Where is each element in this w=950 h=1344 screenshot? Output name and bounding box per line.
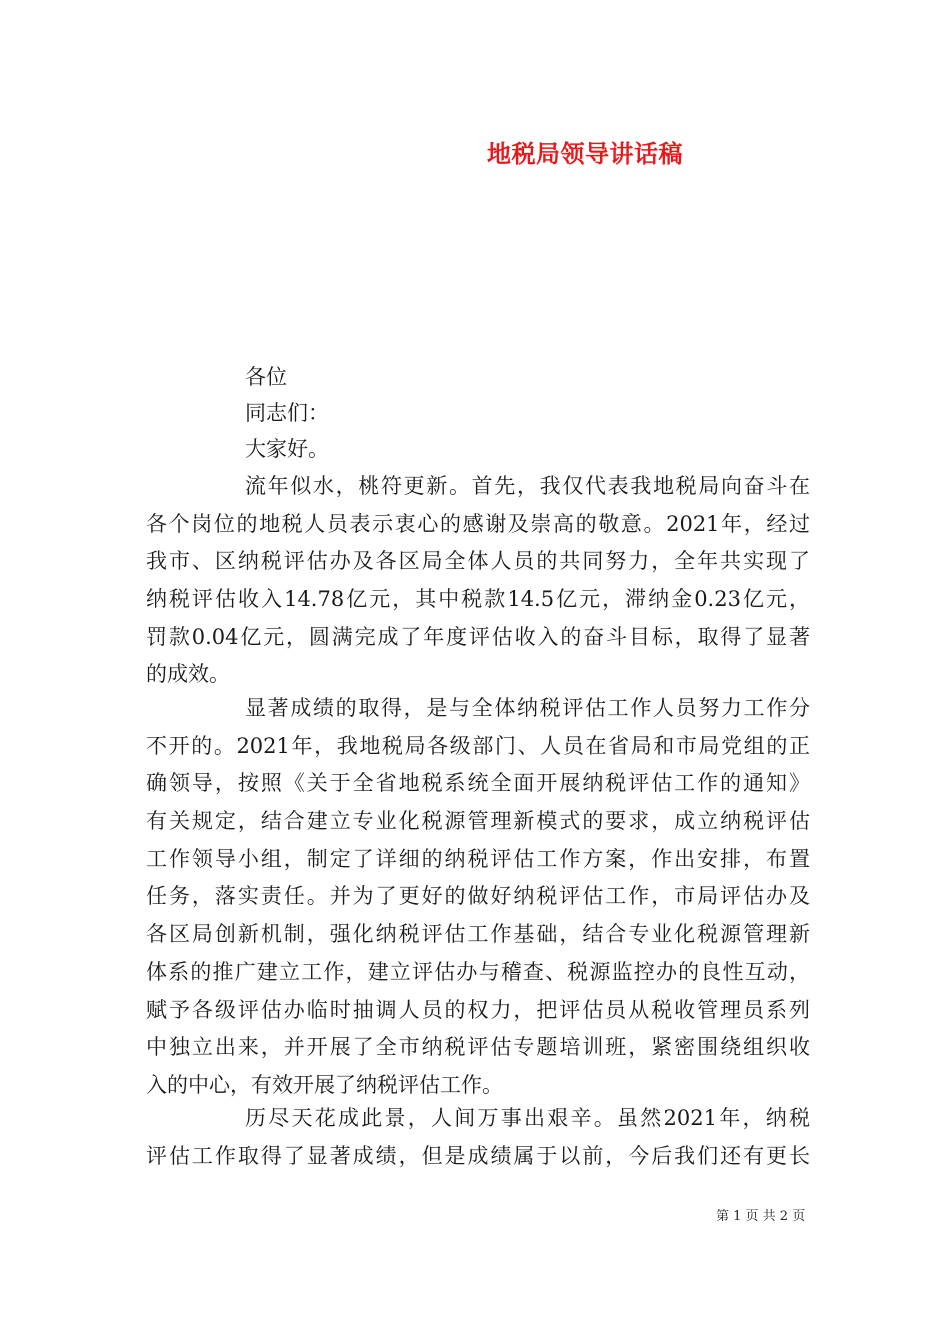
- paragraph-line: 不开的。2021年，我地税局各级部门、人员在省局和市局党组的正: [146, 733, 810, 758]
- paragraph-line: 我市、区纳税评估办及各区局全体人员的共同努力，全年共实现了: [146, 549, 810, 574]
- paragraph-line: 工作领导小组，制定了详细的纳税评估工作方案，作出安排，布置: [146, 846, 810, 871]
- paragraph-line: 的成效。: [146, 662, 230, 687]
- paragraph-3: [146, 1100, 810, 1175]
- page-number-footer: 第 1 页 共 2 页: [716, 1209, 806, 1224]
- greeting-line-3: 大家好。: [245, 437, 329, 461]
- paragraph-line: 罚款0.04亿元，圆满完成了年度评估收入的奋斗目标，取得了显著: [146, 624, 810, 649]
- paragraph-line: 入的中心，有效开展了纳税评估工作。: [146, 1072, 503, 1097]
- paragraph-line: 历尽天花成此景，人间万事出艰辛。虽然2021年，纳税: [245, 1106, 810, 1130]
- paragraph-line: 各区局创新机制，强化纳税评估工作基础，结合专业化税源管理新: [146, 922, 810, 947]
- paragraph-line: 中独立出来，并开展了全市纳税评估专题培训班，紧密围绕组织收: [146, 1035, 810, 1060]
- paragraph-line: 有关规定，结合建立专业化税源管理新模式的要求，成立纳税评估: [146, 809, 810, 834]
- paragraph-line: 体系的推广建立工作，建立评估办与稽查、税源监控办的良性互动，: [146, 959, 810, 984]
- paragraph-line: 赋予各级评估办临时抽调人员的权力，把评估员从税收管理员系列: [146, 997, 810, 1022]
- paragraph-line: 评估工作取得了显著成绩，但是成绩属于以前，今后我们还有更长: [146, 1143, 810, 1168]
- paragraph-line: 任务，落实责任。并为了更好的做好纳税评估工作，市局评估办及: [146, 884, 810, 909]
- paragraph-line: 流年似水，桃符更新。首先，我仅代表我地税局向奋斗在: [245, 474, 810, 498]
- greeting-line-1: 各位: [245, 365, 287, 389]
- paragraph-line: 确领导，按照《关于全省地税系统全面开展纳税评估工作的通知》: [146, 771, 810, 796]
- paragraph-line: 纳税评估收入14.78亿元，其中税款14.5亿元，滞纳金0.23亿元，: [146, 587, 810, 612]
- paragraph-1: [146, 468, 810, 694]
- paragraph-line: 显著成绩的取得，是与全体纳税评估工作人员努力工作分: [245, 696, 810, 720]
- greeting-line-2: 同志们：: [245, 401, 329, 425]
- document-title: 地税局领导讲话稿: [487, 139, 683, 168]
- paragraph-line: 各个岗位的地税人员表示衷心的感谢及崇高的敬意。2021年，经过: [146, 511, 810, 536]
- paragraph-2: [146, 690, 810, 1105]
